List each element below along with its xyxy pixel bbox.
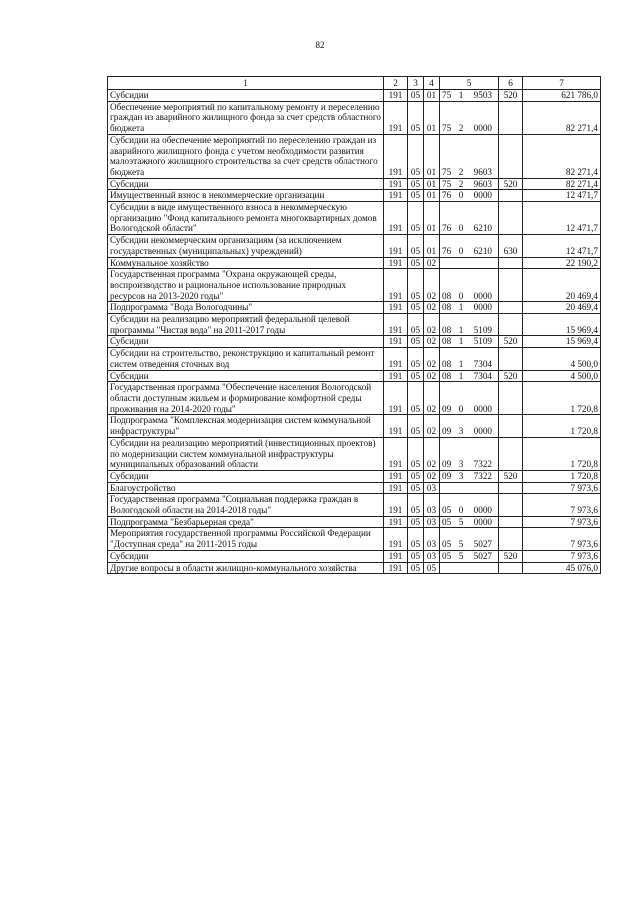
row-name: Государственная программа "Обеспечение населения Вологодской области доступным жильем и формирование комфортной среды проживания на 2014-2020 годы": [108, 382, 384, 415]
row-amount: 621 786,0: [523, 90, 601, 102]
target-subprogram: 3: [458, 459, 464, 470]
row-subsection-code: 02: [424, 415, 440, 437]
row-name: Субсидии на обеспечение мероприятий по переселению граждан из аварийного жилищного фонда с учетом необходимости развития малоэтажного жилищного строительства за счет средств областного бюджета: [108, 134, 384, 178]
row-admin-code: 191: [384, 269, 408, 302]
target-program: 09: [442, 403, 452, 414]
row-admin-code: 191: [384, 190, 408, 202]
target-program: 08: [442, 336, 452, 347]
target-direction: 0000: [473, 290, 492, 301]
row-admin-code: 191: [384, 516, 408, 528]
table-row: [108, 336, 601, 348]
row-expense-type: [499, 101, 523, 134]
row-expense-type: 520: [499, 90, 523, 102]
target-subprogram: 0: [458, 245, 464, 256]
row-name: Имущественный взнос в некоммерческие организации: [108, 190, 384, 202]
row-section-code: 05: [408, 101, 424, 134]
row-section-code: 05: [408, 494, 424, 516]
target-subprogram: 1: [458, 302, 464, 313]
row-expense-type: [499, 415, 523, 437]
row-subsection-code: 01: [424, 202, 440, 235]
target-subprogram: 2: [458, 166, 464, 177]
target-direction: 7322: [473, 459, 492, 470]
table-row: [108, 494, 601, 516]
row-expense-type: [499, 257, 523, 269]
row-admin-code: 191: [384, 235, 408, 257]
table-row: [108, 134, 601, 178]
row-admin-code: 191: [384, 482, 408, 494]
row-amount: 7 973,6: [523, 494, 601, 516]
row-target-code: [440, 257, 499, 269]
row-section-code: 05: [408, 336, 424, 348]
row-admin-code: 191: [384, 178, 408, 190]
table-row: [108, 382, 601, 415]
target-program: 05: [442, 516, 452, 527]
row-admin-code: 191: [384, 562, 408, 574]
row-subsection-code: 03: [424, 494, 440, 516]
row-amount: 12 471,7: [523, 190, 601, 202]
row-name: Подпрограмма "Комплексная модернизация систем коммунальной инфраструктуры": [108, 415, 384, 437]
target-program: 05: [442, 550, 452, 561]
row-amount: 82 271,4: [523, 101, 601, 134]
row-target-code: [440, 202, 499, 235]
row-target-code: [440, 178, 499, 190]
row-section-code: 05: [408, 516, 424, 528]
table-row: [108, 178, 601, 190]
row-expense-type: [499, 202, 523, 235]
row-amount: 7 973,6: [523, 528, 601, 550]
row-expense-type: 520: [499, 470, 523, 482]
row-name: Субсидии на реализацию мероприятий (инвестиционных проектов) по модернизации систем коммунальной инфраструктуры муниципальных образований области: [108, 437, 384, 470]
row-name: Подпрограмма "Безбарьерная среда": [108, 516, 384, 528]
target-program: 08: [442, 370, 452, 381]
page-number: 82: [315, 40, 325, 50]
row-subsection-code: 01: [424, 235, 440, 257]
target-program: 08: [442, 358, 452, 369]
row-target-code: [440, 269, 499, 302]
row-admin-code: 191: [384, 336, 408, 348]
header-cell: 2: [384, 77, 408, 90]
target-direction: 7322: [473, 470, 492, 481]
row-section-code: 05: [408, 134, 424, 178]
target-subprogram: 0: [458, 223, 464, 234]
target-subprogram: 0: [458, 403, 464, 414]
target-subprogram: 2: [458, 123, 464, 134]
table-row: [108, 302, 601, 314]
row-amount: 7 973,6: [523, 516, 601, 528]
target-direction: 7304: [473, 370, 492, 381]
row-subsection-code: 02: [424, 370, 440, 382]
header-cell: 6: [499, 77, 523, 90]
row-target-code: [440, 134, 499, 178]
header-cell: 3: [408, 77, 424, 90]
row-amount: 1 720,8: [523, 382, 601, 415]
target-direction: 0000: [473, 505, 492, 516]
row-target-code: [440, 562, 499, 574]
row-subsection-code: 02: [424, 302, 440, 314]
row-admin-code: 191: [384, 302, 408, 314]
row-admin-code: 191: [384, 101, 408, 134]
row-target-code: [440, 348, 499, 370]
target-subprogram: 1: [458, 336, 464, 347]
row-admin-code: 191: [384, 415, 408, 437]
row-section-code: 05: [408, 482, 424, 494]
row-amount: 45 076,0: [523, 562, 601, 574]
row-name: Субсидии: [108, 178, 384, 190]
row-subsection-code: 01: [424, 178, 440, 190]
row-target-code: [440, 90, 499, 102]
header-cell: 4: [424, 77, 440, 90]
target-direction: 0000: [473, 302, 492, 313]
row-expense-type: 520: [499, 336, 523, 348]
row-admin-code: 191: [384, 202, 408, 235]
row-amount: 20 469,4: [523, 269, 601, 302]
row-name: Государственная программа "Социальная поддержка граждан в Вологодской области на 2014-2018 годы": [108, 494, 384, 516]
row-target-code: [440, 336, 499, 348]
row-name: Субсидии: [108, 90, 384, 102]
target-program: 09: [442, 459, 452, 470]
row-target-code: [440, 415, 499, 437]
table-row: [108, 202, 601, 235]
row-subsection-code: 01: [424, 134, 440, 178]
row-amount: 1 720,8: [523, 415, 601, 437]
row-expense-type: [499, 562, 523, 574]
row-amount: 12 471,7: [523, 202, 601, 235]
table-row: [108, 516, 601, 528]
row-subsection-code: 01: [424, 190, 440, 202]
target-direction: 6210: [473, 245, 492, 256]
row-admin-code: 191: [384, 134, 408, 178]
target-subprogram: 2: [458, 178, 464, 189]
row-section-code: 05: [408, 269, 424, 302]
row-subsection-code: 01: [424, 90, 440, 102]
target-program: 75: [442, 166, 452, 177]
target-program: 09: [442, 426, 452, 437]
row-amount: 7 973,6: [523, 482, 601, 494]
row-expense-type: [499, 190, 523, 202]
row-section-code: 05: [408, 302, 424, 314]
row-section-code: 05: [408, 415, 424, 437]
row-target-code: [440, 550, 499, 562]
target-direction: 0000: [473, 123, 492, 134]
row-section-code: 05: [408, 257, 424, 269]
table-row: [108, 562, 601, 574]
target-subprogram: 1: [458, 358, 464, 369]
row-admin-code: 191: [384, 550, 408, 562]
row-target-code: [440, 370, 499, 382]
row-target-code: [440, 314, 499, 336]
target-direction: 9603: [473, 178, 492, 189]
table-row: [108, 437, 601, 470]
row-expense-type: 520: [499, 550, 523, 562]
target-subprogram: 1: [458, 370, 464, 381]
target-direction: 5027: [473, 539, 492, 550]
row-subsection-code: 02: [424, 336, 440, 348]
row-name: Подпрограмма "Вода Вологодчины": [108, 302, 384, 314]
row-name: Благоустройство: [108, 482, 384, 494]
row-expense-type: [499, 269, 523, 302]
row-section-code: 05: [408, 314, 424, 336]
target-program: 08: [442, 324, 452, 335]
row-section-code: 05: [408, 90, 424, 102]
row-section-code: 05: [408, 202, 424, 235]
row-subsection-code: 02: [424, 257, 440, 269]
target-subprogram: 0: [458, 290, 464, 301]
row-subsection-code: 02: [424, 437, 440, 470]
target-program: 76: [442, 190, 452, 201]
row-section-code: 05: [408, 235, 424, 257]
row-name: Субсидии в виде имущественного взноса в некоммерческую организацию "Фонд капитального ремонта многоквартирных домов Вологодской области": [108, 202, 384, 235]
target-program: 75: [442, 123, 452, 134]
row-section-code: 05: [408, 528, 424, 550]
row-admin-code: 191: [384, 314, 408, 336]
row-section-code: 05: [408, 470, 424, 482]
row-section-code: 05: [408, 348, 424, 370]
row-amount: 15 969,4: [523, 336, 601, 348]
row-amount: 4 500,0: [523, 348, 601, 370]
row-amount: 15 969,4: [523, 314, 601, 336]
row-admin-code: 191: [384, 382, 408, 415]
row-name: Мероприятия государственной программы Российской Федерации "Доступная среда" на 2011-2015 годы: [108, 528, 384, 550]
row-name: Другие вопросы в области жилищно-коммунального хозяйства: [108, 562, 384, 574]
header-cell: 1: [108, 77, 384, 90]
target-direction: 6210: [473, 223, 492, 234]
table-row: [108, 235, 601, 257]
row-expense-type: 630: [499, 235, 523, 257]
target-direction: 0000: [473, 190, 492, 201]
target-direction: 0000: [473, 426, 492, 437]
row-admin-code: 191: [384, 348, 408, 370]
target-program: 75: [442, 90, 452, 100]
table-row: [108, 190, 601, 202]
row-expense-type: [499, 494, 523, 516]
target-program: 76: [442, 245, 452, 256]
table-row: [108, 348, 601, 370]
row-expense-type: [499, 437, 523, 470]
row-amount: 1 720,8: [523, 470, 601, 482]
row-name: Субсидии: [108, 550, 384, 562]
row-target-code: [440, 470, 499, 482]
target-direction: 5027: [473, 550, 492, 561]
row-subsection-code: 02: [424, 470, 440, 482]
row-amount: 82 271,4: [523, 134, 601, 178]
row-amount: 12 471,7: [523, 235, 601, 257]
row-amount: 1 720,8: [523, 437, 601, 470]
row-subsection-code: 03: [424, 482, 440, 494]
target-subprogram: 3: [458, 426, 464, 437]
row-expense-type: [499, 134, 523, 178]
target-subprogram: 1: [458, 90, 464, 100]
row-admin-code: 191: [384, 370, 408, 382]
target-program: 05: [442, 505, 452, 516]
row-section-code: 05: [408, 370, 424, 382]
row-expense-type: [499, 528, 523, 550]
row-admin-code: 191: [384, 470, 408, 482]
table-row: [108, 314, 601, 336]
target-program: 09: [442, 470, 452, 481]
target-program: 76: [442, 223, 452, 234]
row-section-code: 05: [408, 562, 424, 574]
row-amount: 22 190,2: [523, 257, 601, 269]
row-admin-code: 191: [384, 257, 408, 269]
row-expense-type: 520: [499, 178, 523, 190]
row-name: Субсидии: [108, 470, 384, 482]
row-subsection-code: 02: [424, 269, 440, 302]
target-subprogram: 1: [458, 324, 464, 335]
row-target-code: [440, 235, 499, 257]
table-row: [108, 90, 601, 102]
row-amount: 7 973,6: [523, 550, 601, 562]
row-admin-code: 191: [384, 437, 408, 470]
row-target-code: [440, 382, 499, 415]
row-section-code: 05: [408, 437, 424, 470]
row-name: Субсидии некоммерческим организациям (за исключением государственных (муниципальных) учреждений): [108, 235, 384, 257]
row-target-code: [440, 494, 499, 516]
row-section-code: 05: [408, 178, 424, 190]
row-expense-type: 520: [499, 370, 523, 382]
target-subprogram: 0: [458, 505, 464, 516]
row-target-code: [440, 437, 499, 470]
target-direction: 9503: [473, 90, 492, 100]
row-subsection-code: 03: [424, 528, 440, 550]
row-name: Субсидии: [108, 370, 384, 382]
row-subsection-code: 02: [424, 348, 440, 370]
target-subprogram: 3: [458, 470, 464, 481]
row-target-code: [440, 528, 499, 550]
target-direction: 0000: [473, 403, 492, 414]
row-name: Коммунальное хозяйство: [108, 257, 384, 269]
row-expense-type: [499, 302, 523, 314]
target-direction: 0000: [473, 516, 492, 527]
row-amount: 4 500,0: [523, 370, 601, 382]
table-row: [108, 257, 601, 269]
table-row: [108, 550, 601, 562]
row-name: Обеспечение мероприятий по капитальному ремонту и переселению граждан из аварийного жилищного фонда за счет средств областного бюджета: [108, 101, 384, 134]
row-expense-type: [499, 348, 523, 370]
row-expense-type: [499, 516, 523, 528]
row-expense-type: [499, 314, 523, 336]
row-name: Государственная программа "Охрана окружающей среды, воспроизводство и рациональное использование природных ресурсов на 2013-2020 годы": [108, 269, 384, 302]
header-cell: 5: [440, 77, 499, 90]
row-amount: 20 469,4: [523, 302, 601, 314]
target-subprogram: 5: [458, 539, 464, 550]
target-direction: 7304: [473, 358, 492, 369]
row-amount: 82 271,4: [523, 178, 601, 190]
row-subsection-code: 03: [424, 550, 440, 562]
header-cell: 7: [523, 77, 601, 90]
row-subsection-code: 01: [424, 101, 440, 134]
row-admin-code: 191: [384, 528, 408, 550]
row-expense-type: [499, 382, 523, 415]
target-direction: 9603: [473, 166, 492, 177]
target-program: 05: [442, 539, 452, 550]
target-program: 75: [442, 178, 452, 189]
table-row: [108, 415, 601, 437]
row-target-code: [440, 302, 499, 314]
table-row: [108, 269, 601, 302]
row-subsection-code: 05: [424, 562, 440, 574]
target-direction: 5109: [473, 324, 492, 335]
table-row: [108, 528, 601, 550]
table-row: [108, 470, 601, 482]
row-name: Субсидии: [108, 336, 384, 348]
row-name: Субсидии на реализацию мероприятий федеральной целевой программы "Чистая вода" на 2011-2017 годы: [108, 314, 384, 336]
row-section-code: 05: [408, 382, 424, 415]
target-subprogram: 5: [458, 550, 464, 561]
row-subsection-code: 02: [424, 382, 440, 415]
target-direction: 5109: [473, 336, 492, 347]
row-expense-type: [499, 482, 523, 494]
row-target-code: [440, 516, 499, 528]
row-section-code: 05: [408, 550, 424, 562]
budget-table: [107, 76, 601, 574]
row-target-code: [440, 101, 499, 134]
row-target-code: [440, 482, 499, 494]
table-row: [108, 101, 601, 134]
table-row: [108, 482, 601, 494]
target-program: 08: [442, 290, 452, 301]
row-subsection-code: 03: [424, 516, 440, 528]
row-subsection-code: 02: [424, 314, 440, 336]
row-target-code: [440, 190, 499, 202]
table-header-row: [108, 77, 601, 90]
target-program: 08: [442, 302, 452, 313]
row-admin-code: 191: [384, 494, 408, 516]
target-subprogram: 5: [458, 516, 464, 527]
row-name: Субсидии на строительство, реконструкцию и капитальный ремонт систем отведения сточных вод: [108, 348, 384, 370]
row-admin-code: 191: [384, 90, 408, 102]
table-row: [108, 370, 601, 382]
row-section-code: 05: [408, 190, 424, 202]
target-subprogram: 0: [458, 190, 464, 201]
